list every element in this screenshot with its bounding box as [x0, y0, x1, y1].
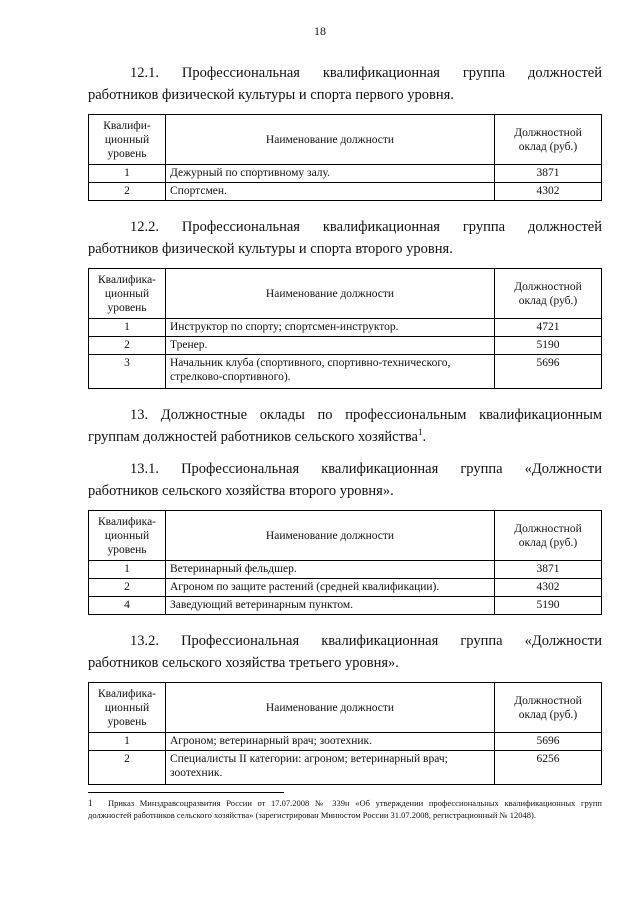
header-salary: Должностной оклад (руб.)	[495, 683, 602, 733]
table-header-row	[89, 683, 602, 733]
heading-line: 13.2. Профессиональная квалификационная группа «Должности	[130, 633, 602, 649]
cell-level: 2	[89, 751, 166, 785]
cell-salary: 4302	[495, 579, 602, 597]
table-row	[89, 319, 602, 337]
cell-level: 1	[89, 319, 166, 337]
header-salary: Должностной оклад (руб.)	[495, 115, 602, 165]
cell-name: Агроном по защите растений (средней квалификации).	[166, 579, 495, 597]
cell-level: 4	[89, 597, 166, 615]
header-level: Квалифика-ционный уровень	[89, 511, 166, 561]
cell-salary: 4721	[495, 319, 602, 337]
header-name: Наименование должности	[166, 683, 495, 733]
cell-level: 1	[89, 733, 166, 751]
table-row	[89, 165, 602, 183]
cell-salary: 4302	[495, 183, 602, 201]
header-salary: Должностной оклад (руб.)	[495, 269, 602, 319]
cell-salary: 6256	[495, 751, 602, 785]
footnote-line: должностей работников сельского хозяйства» (зарегистрирован Минюстом России 31.07.2008, регистрационный № 12048).	[88, 810, 536, 820]
section-13-heading	[88, 404, 602, 448]
heading-line: 12.2. Профессиональная квалификационная группа должностей	[130, 219, 602, 235]
cell-level: 2	[89, 579, 166, 597]
footnote-reference[interactable]: 1	[418, 427, 423, 438]
table-row	[89, 579, 602, 597]
cell-level: 2	[89, 183, 166, 201]
cell-level: 3	[89, 355, 166, 389]
cell-salary: 3871	[495, 561, 602, 579]
header-name: Наименование должности	[166, 269, 495, 319]
cell-name: Дежурный по спортивному залу.	[166, 165, 495, 183]
heading-line: 13. Должностные оклады по профессиональным квалификационным	[130, 407, 602, 423]
section-12-1-heading	[88, 62, 602, 106]
cell-name: Заведующий ветеринарным пунктом.	[166, 597, 495, 615]
cell-name: Ветеринарный фельдшер.	[166, 561, 495, 579]
table-row	[89, 733, 602, 751]
table-header-row	[89, 511, 602, 561]
cell-salary: 5696	[495, 733, 602, 751]
heading-line: работников сельского хозяйства второго уровня».	[88, 483, 394, 499]
cell-level: 2	[89, 337, 166, 355]
table-row	[89, 183, 602, 201]
table-row	[89, 751, 602, 785]
footnote-divider	[88, 792, 284, 793]
page-number: 18	[314, 24, 326, 38]
heading-text: группам должностей работников сельского хозяйства	[88, 429, 418, 445]
header-name: Наименование должности	[166, 511, 495, 561]
cell-name: Спортсмен.	[166, 183, 495, 201]
section-12-2-heading	[88, 216, 602, 260]
cell-level: 1	[89, 561, 166, 579]
cell-salary: 5190	[495, 337, 602, 355]
table-row	[89, 337, 602, 355]
cell-name: Тренер.	[166, 337, 495, 355]
table-12-2	[88, 268, 602, 389]
table-row	[89, 561, 602, 579]
cell-name: Начальник клуба (спортивного, спортивно-технического, стрелково-спортивного).	[166, 355, 495, 389]
cell-level: 1	[89, 165, 166, 183]
table-13-1	[88, 510, 602, 615]
cell-salary: 3871	[495, 165, 602, 183]
heading-line: группам должностей работников сельского хозяйства$^1$.	[88, 427, 427, 445]
heading-line: 12.1. Профессиональная квалификационная группа должностей	[130, 65, 602, 81]
cell-salary: 5190	[495, 597, 602, 615]
header-level: Квалифи-ционный уровень	[89, 115, 166, 165]
heading-line: 13.1. Профессиональная квалификационная группа «Должности	[130, 461, 602, 477]
header-name: Наименование должности	[166, 115, 495, 165]
header-salary: Должностной оклад (руб.)	[495, 511, 602, 561]
table-header-row	[89, 269, 602, 319]
table-13-2	[88, 682, 602, 785]
heading-line: работников физической культуры и спорта второго уровня.	[88, 241, 453, 257]
cell-name: Специалисты II категории: агроном; ветеринарный врач; зоотехник.	[166, 751, 495, 785]
table-row	[89, 597, 602, 615]
footnote-line	[88, 797, 602, 809]
header-level: Квалифика-ционный уровень	[89, 683, 166, 733]
footnote	[88, 797, 602, 821]
cell-name: Агроном; ветеринарный врач; зоотехник.	[166, 733, 495, 751]
header-level: Квалифика-ционный уровень	[89, 269, 166, 319]
heading-line: работников сельского хозяйства третьего уровня».	[88, 655, 399, 671]
table-12-1	[88, 114, 602, 201]
footnote-text: Приказ Минздравсоцразвития России от 17.07.2008 № 339н «Об утверждении профессиональных квалификационных групп	[108, 798, 602, 808]
cell-name: Инструктор по спорту; спортсмен-инструктор.	[166, 319, 495, 337]
table-header-row	[89, 115, 602, 165]
cell-salary: 5696	[495, 355, 602, 389]
section-13-2-heading	[88, 630, 602, 674]
table-row	[89, 355, 602, 389]
section-13-1-heading	[88, 458, 602, 502]
footnote-mark: 1	[88, 798, 93, 808]
heading-line: работников физической культуры и спорта первого уровня.	[88, 87, 454, 103]
